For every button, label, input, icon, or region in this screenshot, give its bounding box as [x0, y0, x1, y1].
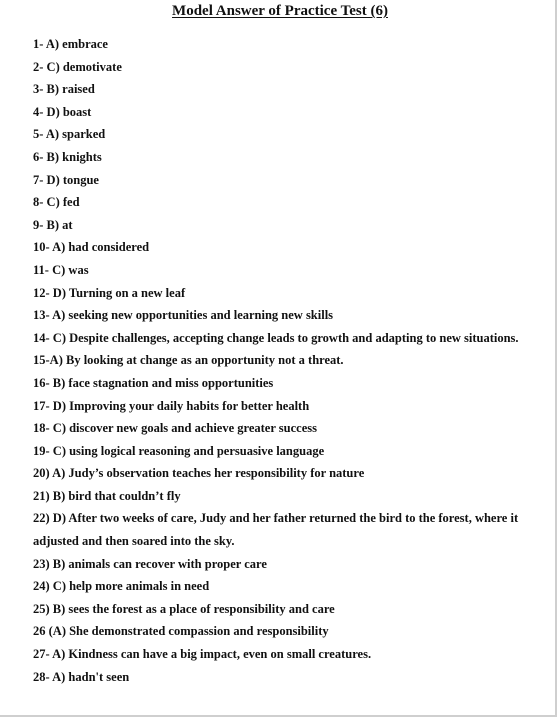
- answer-item-21: 21) B) bird that couldn’t fly: [33, 488, 181, 503]
- answer-list: [33, 33, 533, 688]
- answer-item-25: 25) B) sees the forest as a place of responsibility and care: [33, 601, 335, 616]
- answer-item-8: 8- C) fed: [33, 195, 80, 210]
- answer-item-28: 28- A) hadn't seen: [33, 669, 130, 684]
- answer-item-4: 4- D) boast: [33, 104, 92, 119]
- answer-item-24: 24) C) help more animals in need: [33, 579, 210, 594]
- answer-item-13: 13- A) seeking new opportunities and learning new skills: [33, 308, 334, 323]
- answer-item-16: 16- B) face stagnation and miss opportunities: [33, 375, 274, 390]
- answer-item-17: 17- D) Improving your daily habits for better health: [33, 398, 310, 413]
- answer-item-26: 26 (A) She demonstrated compassion and responsibility: [33, 624, 329, 639]
- answer-item-18: 18- C) discover new goals and achieve greater success: [33, 421, 317, 436]
- answer-item-7: 7- D) tongue: [33, 172, 99, 187]
- answer-item-15: 15-A) By looking at change as an opportunity not a threat.: [33, 353, 344, 368]
- answer-item-6: 6- B) knights: [33, 149, 102, 164]
- answer-item-10: 10- A) had considered: [33, 240, 150, 255]
- page-title: [0, 2, 560, 20]
- answer-item-3: 3- B) raised: [33, 82, 95, 97]
- answer-item-9: 9- B) at: [33, 217, 73, 232]
- answer-item-14: 14- C) Despite challenges, accepting change leads to growth and adapting to new situations.: [33, 330, 519, 345]
- answer-item-1: 1- A) embrace: [33, 37, 108, 51]
- answer-item-2: 2- C) demotivate: [33, 59, 122, 74]
- answer-item-5: 5- A) sparked: [33, 127, 106, 142]
- answer-item-19: 19- C) using logical reasoning and persuasive language: [33, 443, 325, 458]
- answer-item-23: 23) B) animals can recover with proper care: [33, 556, 267, 571]
- answer-item-22: 22) D) After two weeks of care, Judy and her father returned the bird to the forest, where it adjusted and then soared into the sky.: [33, 511, 519, 549]
- answer-item-27: 27- A) Kindness can have a big impact, even on small creatures.: [33, 647, 372, 662]
- answer-item-12: 12- D) Turning on a new leaf: [33, 285, 186, 300]
- page-title-text: Model Answer of Practice Test (6): [172, 3, 388, 19]
- answer-item-20: 20) A) Judy’s observation teaches her responsibility for nature: [33, 466, 365, 481]
- answer-item-11: 11- C) was: [33, 262, 89, 277]
